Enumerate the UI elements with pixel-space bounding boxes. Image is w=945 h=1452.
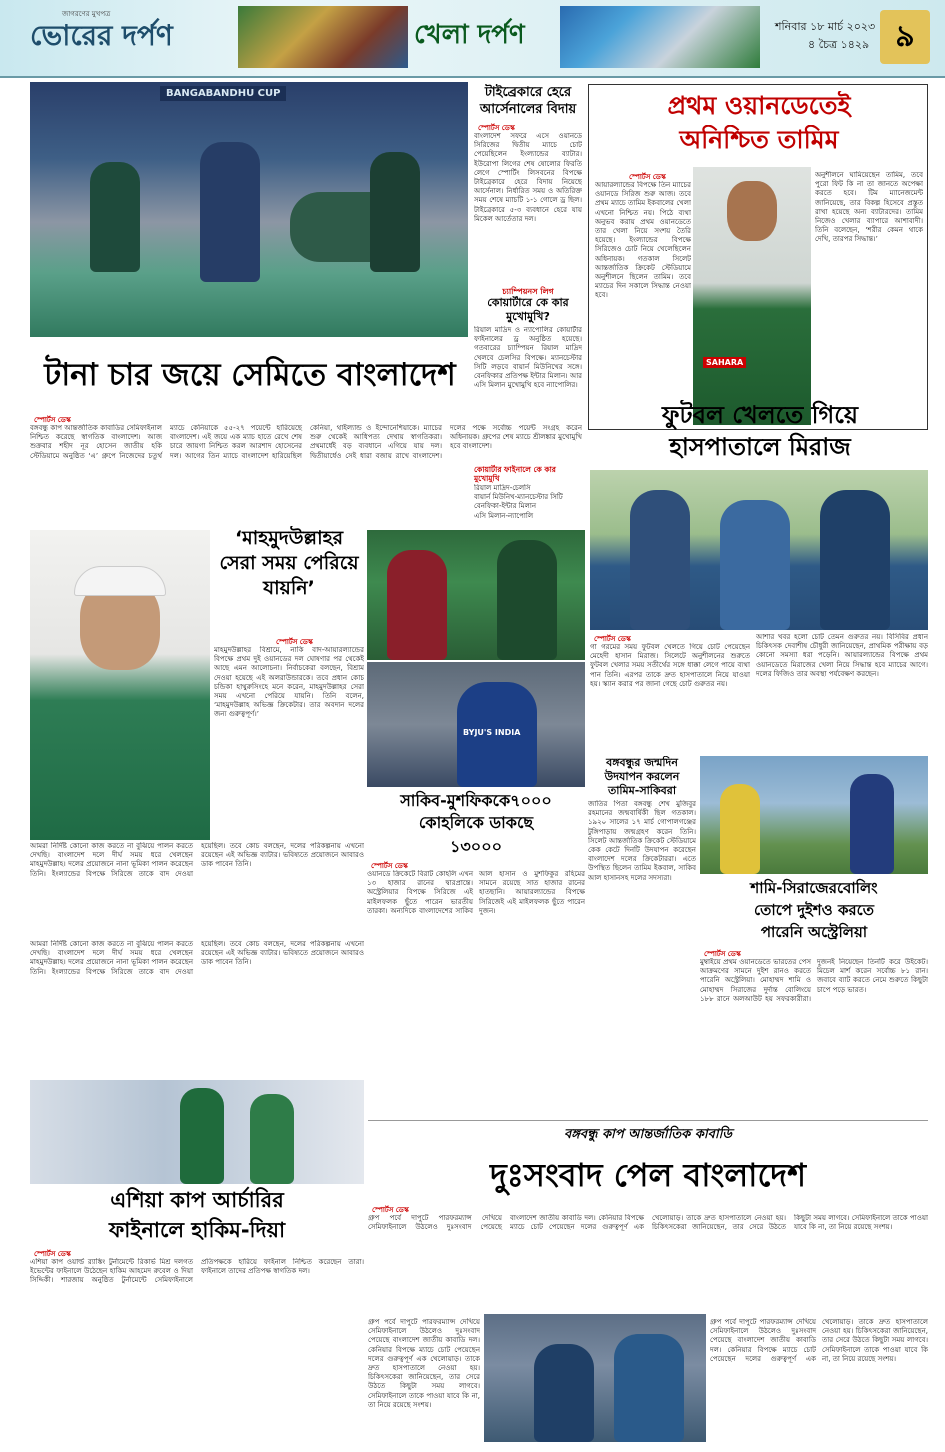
- kohli-headline-3: ১৩০০০: [450, 837, 502, 856]
- fixture-item: বেনফিকা-ইন্টার মিলান: [474, 502, 537, 511]
- player-silhouette: [497, 540, 557, 660]
- fixture-head: কোয়ার্টার ফাইনালে কে কার মুখোমুখি: [474, 465, 556, 483]
- archery-body: এশিয়া কাপ ওয়ার্ল্ড র‍্যাঙ্কিং টুর্নামেন্টে রিকার্ভ মিশ্র দলগত ইভেন্টের ফাইনালে উঠেছেন হাকিম আহমেদ রুবেল ও দিয়া সিদ্দিকী। শারজায় অনুষ্ঠিত টুর্নামেন্টে সেমিফাইনালে প্রতিপক্ষকে হারিয়ে ফাইনাল নিশ্চিত করেছেন তারা। ফাইনালে তাদের প্রতিপক্ষ স্বাগতিক দল।: [30, 1258, 364, 1285]
- kabaddi-photo: [30, 82, 468, 337]
- player-silhouette: [90, 162, 140, 272]
- mahmudullah-headline: ‘মাহমুদউল্লাহর সেরা সময় পেরিয়ে যায়নি’: [219, 527, 359, 599]
- arsenal-body: বাংলাদেশ সফরে এসে ওয়ানডে সিরিজের দ্বিতীয় ম্যাচে চোট পেয়েছিলেন ইংল্যান্ডের ব্যাটার। ইউরোপা লিগের শেষ ষোলোর ফিরতি লেগে স্পোর্টিং লিসবনের বিপক্ষে টাইব্রেকারে হেরে বিদায় নিয়েছে আর্সেনাল। নির্ধারিত সময় ও অতিরিক্ত সময় শেষে ম্যাচটি ১-১ গোলে ড্র ছিল। টাইব্রেকারে ৫-৩ ব্যবধানে হেরে যায় মিকেল আর্তেতার দল।: [474, 132, 582, 223]
- miraz-photo: [590, 470, 928, 630]
- tamim-box: [588, 84, 928, 430]
- kohli-headline-2: কোহলিকে ডাকছে: [418, 813, 534, 832]
- miraz-headline-1: ফুটবল খেলতে গিয়ে: [662, 401, 858, 429]
- tamim-jersey-text: SAHARA: [703, 357, 746, 368]
- tamim-photo: [693, 167, 811, 425]
- date-line-1: শনিবার ১৮ মার্চ ২০২৩: [775, 20, 876, 33]
- player-silhouette: [614, 1334, 684, 1442]
- desk-label: স্পোর্টস ডেস্ক: [629, 173, 666, 181]
- rule: [368, 1120, 928, 1121]
- mahmudullah-photo: [30, 530, 210, 840]
- masthead-photo-strip: [238, 6, 408, 68]
- tamim-body-2: অনুশীলনে ঘামিয়েছেন তামিম, তবে পুরো ফিট কি না তা জানতে অপেক্ষা করতে হবে। টিম ম্যানেজমেন্ট জানিয়েছে, তার বিকল্প হিসেবে প্রস্তুত রাখা হয়েছে অন্য ব্যাটারদের। তামিম নিজেও খেলার ব্যাপারে আশাবাদী। তিনি বলেছেন, ‘শরীর কেমন থাকে দেখি, তারপর সিদ্ধান্ত।’: [815, 171, 923, 244]
- player-silhouette: [720, 500, 790, 630]
- kohli-jersey-text: BYJU'S INDIA: [463, 728, 521, 737]
- mahmudullah-body-wide: আমরা নির্দিষ্ট কোনো কাজ করতে না বুঝিয়ে পালন করতে দেখছি। বাংলাদেশ দলে দীর্ঘ সময় ধরে খেলছেন মাহমুদউল্লাহ। দলের প্রয়োজনে নানা ভূমিকা পালন করেছেন তিনি। ইংল্যান্ডের বিপক্ষে সিরিজে তাকে বাদ দেওয়া হয়েছিল। তবে কোচ বলছেন, দলের পরিকল্পনায় এখনো রয়েছেন এই অভিজ্ঞ ব্যাটার। ভবিষ্যতে প্রয়োজনে আবারও ডাক পাবেন তিনি।: [30, 842, 364, 878]
- archer-silhouette: [180, 1088, 224, 1184]
- kohli-photo: [367, 662, 585, 787]
- arsenal-headline: টাইব্রেকারে হেরে আর্সেনালের বিদায়: [479, 85, 577, 117]
- player-silhouette: [630, 490, 690, 630]
- birthday-headline: বঙ্গবন্ধুর জন্মদিন উদযাপন করলেন তামিম-সাকিবরা: [604, 756, 680, 797]
- bad-news-headline: দুঃসংবাদ পেল বাংলাদেশ: [489, 1156, 807, 1194]
- mahmudullah-body: মাহমুদউল্লাহর বিশ্রামে, নাকি বাদ-আয়ারল্যান্ডের বিপক্ষে প্রথম দুই ওয়ানডের দল ঘোষণার পর থেকেই আছে এমন আলোচনা। নির্বাচকেরা বলছেন, বিশ্রাম দেওয়া হয়েছে এই অলরাউন্ডারকে। তবে প্রধান কোচ চন্ডিকা হাথুরুসিংহে মনে করেন, মাহমুদউল্লাহর সেরা সময় এখনো পেরিয়ে যায়নি। তিনি বলেন, ‘মাহমুদউল্লাহ অভিজ্ঞ ক্রিকেটার। তার অবদান দলের জন্য গুরুত্বপূর্ণ।’: [214, 646, 364, 719]
- player-silhouette: [387, 550, 447, 660]
- desk-label: স্পোর্টস ডেস্ক: [704, 950, 741, 958]
- photo-banner: BANGABANDHU CUP: [160, 86, 286, 101]
- desk-label: স্পোর্টস ডেস্ক: [34, 416, 71, 424]
- player-silhouette: [534, 1344, 594, 1442]
- shami-headline-1: শামি-সিরাজেরবোলিং: [750, 879, 878, 897]
- masthead: [0, 0, 945, 78]
- shami-headline-2: তোপে দুইশও করতে: [754, 901, 874, 919]
- arsenal-subhead: চ্যাম্পিয়নস লিগ: [502, 287, 554, 296]
- tamim-headline-1: প্রথম ওয়ানডেতেই: [667, 91, 851, 120]
- tamim-body: আয়ারল্যান্ডের বিপক্ষে তিন ম্যাচের ওয়ানডে সিরিজ শুরু আজ। তবে প্রথম ম্যাচে তামিম ইকবালের খেলা এখনো নিশ্চিত নয়। পিঠে ব্যথা অনুভব করায় প্রথম ওয়ানডেতে তার খেলা নিয়ে সংশয় তৈরি হয়েছে। ইংল্যান্ডের বিপক্ষে সিরিজেও চোট নিয়ে খেলেছিলেন অধিনায়ক। গতকাল সিলেট আন্তর্জাতিক ক্রিকেট স্টেডিয়ামে অনুশীলনে ছিলেন তামিম। তবে ম্যাচের দিন সকালে সিদ্ধান্ত নেওয়া হবে।: [595, 181, 691, 300]
- player-silhouette: [200, 142, 260, 282]
- player-silhouette: [720, 784, 760, 874]
- kabaddi-semi-headline: টানা চার জয়ে সেমিতে বাংলাদেশ: [44, 357, 456, 393]
- shami-body: মুম্বাইয়ে প্রথম ওয়ানডেতে ভারতের পেস আক্রমণের সামনে দুইশ রানও করতে পারেনি অস্ট্রেলিয়া। মোহাম্মদ শামি ও মোহাম্মদ সিরাজের দুর্দান্ত বোলিংয়ে ১৮৮ রানে অলআউট হয় সফরকারীরা। দুজনই নিয়েছেন তিনটি করে উইকেট। মিচেল মার্শ করেন সর্বোচ্চ ৮১ রান। জবাবে ব্যাট করতে নেমে শুরুতে কিছুটা চাপে পড়ে ভারত।: [700, 958, 928, 1003]
- shami-headline-3: পারেনি অস্ট্রেলিয়া: [760, 923, 868, 941]
- fixture-item: বায়ার্ন মিউনিখ-ম্যানচেস্টার সিটি: [474, 493, 563, 502]
- player-silhouette: [820, 490, 890, 630]
- kabaddi-injury-photo: [484, 1314, 706, 1442]
- section-title: খেলা দর্পণ: [414, 20, 525, 50]
- archery-headline-2: ফাইনালে হাকিম-দিয়া: [108, 1218, 286, 1242]
- mahmudullah-body-wide-2: আমরা নির্দিষ্ট কোনো কাজ করতে না বুঝিয়ে পালন করতে দেখছি। বাংলাদেশ দলে দীর্ঘ সময় ধরে খেলছেন মাহমুদউল্লাহ। দলের প্রয়োজনে নানা ভূমিকা পালন করেছেন তিনি। ইংল্যান্ডের বিপক্ষে সিরিজে তাকে বাদ দেওয়া হয়েছিল। তবে কোচ বলছেন, দলের পরিকল্পনায় এখনো রয়েছেন এই অভিজ্ঞ ব্যাটার। ভবিষ্যতে প্রয়োজনে আবারও ডাক পাবেন তিনি।: [30, 940, 364, 976]
- bad-news-body-2: গ্রুপ পর্বে দাপুটে পারফরম্যান্স দেখিয়ে সেমিফাইনালে উঠলেও দুঃসংবাদ পেয়েছে বাংলাদেশ জাতীয় কাবাডি দল। কেনিয়ার বিপক্ষে ম্যাচে চোট পেয়েছেন দলের গুরুত্বপূর্ণ এক খেলোয়াড়। তাকে দ্রুত হাসপাতালে নেওয়া হয়। চিকিৎসকেরা জানিয়েছেন, তার সেরে উঠতে কিছুটা সময় লাগবে। সেমিফাইনালে তাকে পাওয়া যাবে কি না, তা নিয়ে রয়েছে সংশয়।: [368, 1318, 480, 1409]
- archery-photo: [30, 1080, 364, 1184]
- player-silhouette: [370, 152, 420, 272]
- kabaddi-semi-body: বঙ্গবন্ধু কাপ আন্তর্জাতিক কাবাডির সেমিফাইনাল নিশ্চিত করেছে স্বাগতিক বাংলাদেশ। আজ শুক্রবার শহীদ নূর হোসেন জাতীয় হকি স্টেডিয়ামে অনুষ্ঠিত ‘এ’ গ্রুপে নিজেদের চতুর্থ ম্যাচে কেনিয়াকে ৫৫-২৭ পয়েন্টে হারিয়েছে বাংলাদেশ। এই জয়ে এক ম্যাচ হাতে রেখে শেষ চারে জায়গা নিশ্চিত করল আরশাদ হোসেনের দল। আগের তিন ম্যাচে বাংলাদেশ হারিয়েছিল কেনিয়া, থাইল্যান্ড ও ইন্দোনেশিয়াকে। ম্যাচের শুরু থেকেই আধিপত্য দেখায় স্বাগতিকরা। প্রথমার্ধেই বড় ব্যবধানে এগিয়ে যায় দল। দ্বিতীয়ার্ধেও সেই ধারা বজায় রাখে বাংলাদেশ। দলের পক্ষে সর্বোচ্চ পয়েন্ট সংগ্রহ করেন অধিনায়ক। গ্রুপের শেষ ম্যাচে শ্রীলঙ্কার মুখোমুখি হবে বাংলাদেশ।: [30, 424, 582, 460]
- fixture-item: এসি মিলান-ন্যাপোলি: [474, 511, 534, 520]
- miraz-headline-2: হাসপাতালে মিরাজ: [669, 433, 851, 461]
- archery-headline-1: এশিয়া কাপ আর্চারির: [110, 1188, 284, 1212]
- date-line-2: ৪ চৈত্র ১৪২৯: [808, 38, 870, 51]
- miraz-body: গা গরমের সময় ফুটবল খেলতে গিয়ে চোট পেয়েছেন মেহেদী হাসান মিরাজ। সিলেটে অনুশীলনের শুরুতে ফুটবল খেলার সময় সতীর্থের সঙ্গে ধাক্কা লেগে পায়ে ব্যথা পান তিনি। এরপর তাকে দ্রুত হাসপাতালে নিয়ে যাওয়া হয়। স্ক্যান করার পর জানা গেছে চোট গুরুতর নয়।: [590, 643, 750, 688]
- desk-label: স্পোর্টস ডেস্ক: [276, 638, 313, 646]
- archer-silhouette: [250, 1094, 294, 1184]
- bad-news-body: গ্রুপ পর্বে দাপুটে পারফরম্যান্স দেখিয়ে সেমিফাইনালে উঠলেও দুঃসংবাদ পেয়েছে বাংলাদেশ জাতীয় কাবাডি দল। কেনিয়ার বিপক্ষে ম্যাচে চোট পেয়েছেন দলের গুরুত্বপূর্ণ এক খেলোয়াড়। তাকে দ্রুত হাসপাতালে নেওয়া হয়। চিকিৎসকেরা জানিয়েছেন, তার সেরে উঠতে কিছুটা সময় লাগবে। সেমিফাইনালে তাকে পাওয়া যাবে কি না, তা নিয়ে রয়েছে সংশয়।: [368, 1214, 928, 1232]
- desk-label: স্পোর্টস ডেস্ক: [34, 1250, 71, 1258]
- desk-label: স্পোর্টস ডেস্ক: [372, 1206, 409, 1214]
- page-number-badge: [880, 10, 930, 64]
- arsenal-subhead-2: কোয়ার্টারে কে কার মুখোমুখি?: [487, 296, 569, 323]
- desk-label: স্পোর্টস ডেস্ক: [371, 862, 408, 870]
- tamim-face: [727, 181, 777, 241]
- desk-label: স্পোর্টস ডেস্ক: [478, 124, 515, 132]
- coach-cap: [74, 566, 166, 596]
- player-silhouette: [850, 774, 894, 874]
- shami-photo: [700, 756, 928, 874]
- page-number: ৯: [895, 19, 915, 54]
- paper-brand: ভোরের দর্পণ: [30, 19, 173, 52]
- arsenal-body-2: রিয়াল মাদ্রিদ ও ন্যাপোলির কোয়ার্টার ফাইনালের ড্র অনুষ্ঠিত হয়েছে। গতবারের চ্যাম্পিয়ন রিয়াল মাদ্রিদ খেলবে চেলসির বিপক্ষে। ম্যানচেস্টার সিটি লড়বে বায়ার্ন মিউনিখের সঙ্গে। বেনফিকার প্রতিপক্ষ ইন্টার মিলান। আর এসি মিলান মুখোমুখি হবে ন্যাপোলির।: [474, 326, 582, 390]
- desk-label: স্পোর্টস ডেস্ক: [594, 635, 631, 643]
- miraz-body-2: আশার খবর হলো চোট তেমন গুরুতর নয়। বিসিবির প্রধান চিকিৎসক দেবাশীষ চৌধুরী জানিয়েছেন, প্রাথমিক পরীক্ষায় বড় কোনো সমস্যা ধরা পড়েনি। আয়ারল্যান্ডের বিপক্ষে প্রথম ওয়ানডেতে মিরাজের খেলা নিয়ে সিদ্ধান্ত হবে ম্যাচের আগে। দলের ফিজিও তার অবস্থা পর্যবেক্ষণ করছেন।: [756, 633, 928, 678]
- birthday-body: জাতির পিতা বঙ্গবন্ধু শেখ মুজিবুর রহমানের জন্মবার্ষিকী ছিল গতকাল। ১৯২০ সালের ১৭ মার্চ গোপালগঞ্জের টুঙ্গিপাড়ায় জন্মগ্রহণ করেন তিনি। সিলেট আন্তর্জাতিক ক্রিকেট স্টেডিয়ামে কেক কেটে দিনটি উদযাপন করেছেন বাংলাদেশ দলের ক্রিকেটাররা। এতে উপস্থিত ছিলেন তামিম ইকবাল, সাকিব আল হাসানসহ দলের সদস্যরা।: [588, 800, 696, 882]
- fixture-item: রিয়াল মাদ্রিদ-চেলসি: [474, 484, 531, 492]
- kohli-body: ওয়ানডে ক্রিকেটে বিরাট কোহলি এখন ১৩ হাজার রানের দ্বারপ্রান্তে। অস্ট্রেলিয়ার বিপক্ষে সিরিজে এই মাইলফলক ছুঁতে পারেন ভারতীয় তারকা। অন্যদিকে বাংলাদেশের সাকিব আল হাসান ও মুশফিকুর রহিমের সামনে রয়েছে সাত হাজার রানের হাতছানি। আয়ারল্যান্ডের বিপক্ষে সিরিজেই এই মাইলফলক ছুঁতে পারেন দুজন।: [367, 870, 585, 915]
- brand-tagline: জাগরণের মুখপত্র: [62, 10, 111, 18]
- bad-news-body-3: গ্রুপ পর্বে দাপুটে পারফরম্যান্স দেখিয়ে সেমিফাইনালে উঠলেও দুঃসংবাদ পেয়েছে বাংলাদেশ জাতীয় কাবাডি দল। কেনিয়ার বিপক্ষে ম্যাচে চোট পেয়েছেন দলের গুরুত্বপূর্ণ এক খেলোয়াড়। তাকে দ্রুত হাসপাতালে নেওয়া হয়। চিকিৎসকেরা জানিয়েছেন, তার সেরে উঠতে কিছুটা সময় লাগবে। সেমিফাইনালে তাকে পাওয়া যাবে কি না, তা নিয়ে রয়েছে সংশয়।: [710, 1318, 928, 1363]
- masthead-photo-strip-right: [560, 6, 760, 68]
- tamim-headline-2: অনিশ্চিত তামিম: [679, 125, 839, 154]
- bad-news-kicker: বঙ্গবন্ধু কাপ আন্তর্জাতিক কাবাডি: [564, 1127, 732, 1142]
- kohli-headline-1: সাকিব-মুশফিককে৭০০০: [400, 791, 552, 810]
- cricket-celebration-photo: [367, 530, 585, 660]
